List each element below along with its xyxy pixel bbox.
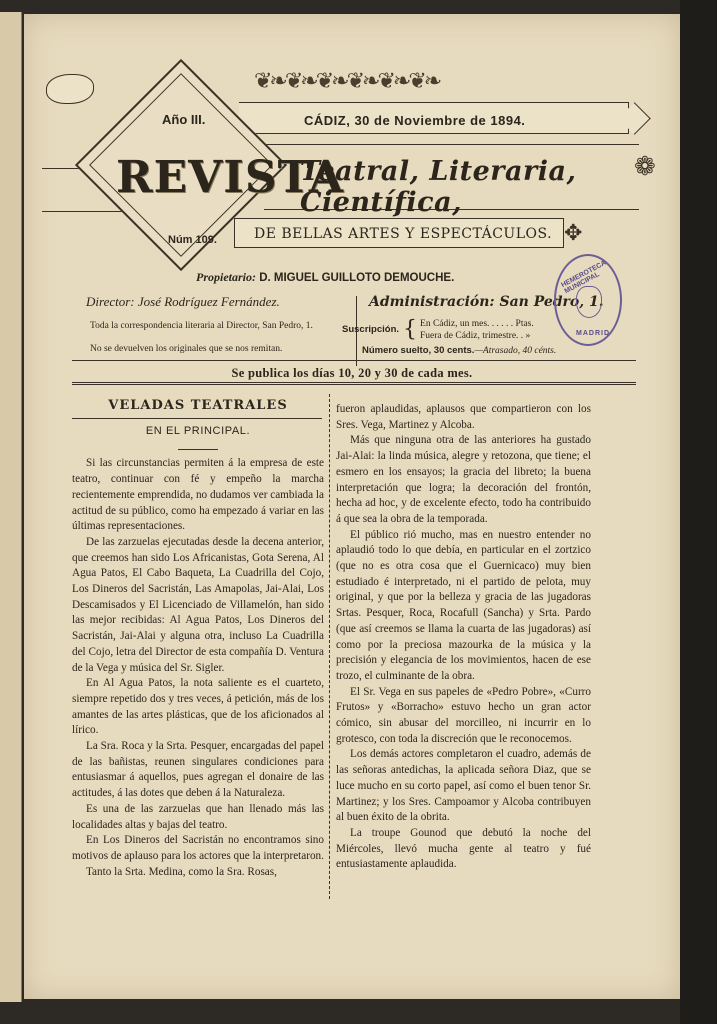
publication-schedule: Se publica los días 10, 20 y 30 de cada mes. [231,366,473,380]
lyre-ornament-icon: ❁ [634,152,656,181]
scan-background [680,0,717,1024]
issue-number: Núm 109. [168,234,217,246]
subscription-label: Suscripción. [342,324,400,335]
column-separator [329,394,330,899]
stamp-bottom-text: MADRID [576,330,610,337]
subscription-cadiz: En Cádiz, un mes. . . . . . Ptas. [420,319,534,329]
paragraph: La troupe Gounod que debutó la noche del Miércoles, llevó mucha gente al teatro y fué entusiastamente aplaudida. [336,826,591,871]
paragraph: Tanto la Srta. Medina, como la Sra. Rosas, [86,865,277,878]
originals-note: No se devuelven los originales que se nos remitan. [90,344,283,354]
stamp-top-text: HEMEROTECA MUNICIPAL [560,259,608,296]
paragraph: En Al Agua Patos, la nota saliente es el cuarteto, siempre repetido dos y tres veces, á petición, más de los amantes de las artes plásticas, que de los aficionados al lírico. [72,677,324,737]
paragraph: En Los Dineros del Sacristán no encontramos sino motivos de aplauso para los actores que la interpretaron. [72,834,324,862]
owner-line [196,270,454,285]
back-issue-text: —Atrasado, 40 cénts. [474,346,557,356]
section-heading: VELADAS TEATRALES [108,398,288,413]
bottom-ornament-icon: ✥ [564,220,583,245]
masthead-title: REVISTA [116,152,345,203]
article-column-right [336,402,591,873]
correspondence-note: Toda la correspondencia literaria al Director, San Pedro, 1. [90,321,313,331]
brace-icon: { [403,317,418,342]
owner-label: Propietario: [196,270,256,284]
subsection-heading: EN EL PRINCIPAL. [145,424,251,437]
palm-leaves-icon: ❦❧❦❧❦❧❦❧❦❧❦❧ [254,68,440,93]
article-column-left [72,394,324,880]
owner-name: D. MIGUEL GUILLOTO DEMOUCHE. [259,272,455,284]
paragraph: fueron aplaudidas, aplausos que compartieron con los Sres. Vega, Martinez y Alcoba. [336,403,591,431]
subscription-block [342,318,534,342]
paragraph: El público rió mucho, mas en nuestro entender no aplaudió todo lo que debía, en particular en el zortzico (que no es otra cosa que el Guernicaco) muy bien estudiado é interpretado, ni el partido de pelota, muy original, y que por la belleza y gracia de las jugadoras Srtas. Pesquer, Roca, Rocafull (Sancha) y Srta. Pardo (que así creemos se llama la cuarta de las jugadoras) así como por la preciosa mazourka de la música y la precisión y elegancia de los movimientos, hacen de ese trozo, el culminante de la obra. [336,528,591,682]
administration-line: Administración: San Pedro, 1. [369,294,604,310]
single-number-price [362,345,556,356]
header-rule [72,360,636,361]
single-number-text: Número suelto, 30 cents. [362,345,475,356]
issue-date: CÁDIZ, 30 de Noviembre de 1894. [304,113,526,128]
paragraph: Es una de las zarzuelas que han llenado más las localidades altas y bajas del teatro. [72,802,324,831]
paragraph: Los demás actores completaron el cuadro, además de las señoras antedichas, la aplicada señora Diaz, que se luce mucho en su corto papel, así como el buen tenor Sr. Martinez; y los Sres. Campoamor y Alcoba contribuyen al buen éxito de la obrita. [336,748,591,824]
subscription-outside: Fuera de Cádiz, trimestre. . » [420,331,531,341]
director-line: Director: José Rodríguez Fernández. [86,294,280,309]
paragraph: De las zarzuelas ejecutadas desde la decena anterior, que creemos han sido Los Africanistas, Gota Serena, Al Agua Patos, El Cabo Baqueta, La Cuadrilla del Cojo, Los Dineros del Sacristán, Las Amapolas, Jai-Alai, Los Descamisados y El Licenciado de Villamelón, han sido las mejor recibidas: Al Agua Patos, Los Dineros del Sacristán, Jai-Alai y alguna otra, incluso La Cuadrilla del Cojo, letra del Director de esta compañía D. Ventura de la Vega y música del Sr. Sigler. [72,535,324,674]
coat-of-arms-icon [576,286,602,318]
masthead-subtitle-arts: DE BELLAS ARTES Y ESPECTÁCULOS. [254,226,553,242]
masthead-subtitle: Teatral, Literaria, Científica, [300,156,577,218]
double-rule [72,382,636,385]
facing-page-edge [0,12,22,1002]
masthead [34,60,674,270]
paragraph: Más que ninguna otra de las anteriores ha gustado Jai-Alai: la linda música, alegre y retozona, que tiene; el esmero en los ensayos; la gracia del libreto; la buena interpretación que logra; la decoración del frontón, hecha ad hoc, y de excelente efecto, todo ha contribuido á que sea la obra de la temporada. [336,434,591,525]
scroll-ornament-icon [46,74,94,104]
newspaper-page [24,14,680,999]
paragraph: El Sr. Vega en sus papeles de «Pedro Pobre», «Curro Frutos» y «Borracho» estuvo hecho un gran actor cómico, sin abusar del morcilleo, ni incurrir en lo grotesco, con toda la discreción que le reconocemos. [336,685,591,745]
subsection-rule [178,449,218,450]
paragraph: Si las circunstancias permiten á la empresa de este teatro, continuar con fé y empeño la marcha recientemente emprendida, no dudamos ver cambiada la actitud de su público, como ha empezado á variar en las últimas representaciones. [72,457,324,533]
section-rule [72,418,322,419]
paragraph: La Sra. Roca y la Srta. Pesquer, encargadas del papel de las bañistas, reunen singulares condiciones para entusiasmar á aquellos, pues agregan el donaire de las actitudes, á las dotes que deben á la Naturaleza. [72,740,324,800]
issue-year: Año III. [162,112,206,127]
library-stamp [554,254,622,346]
